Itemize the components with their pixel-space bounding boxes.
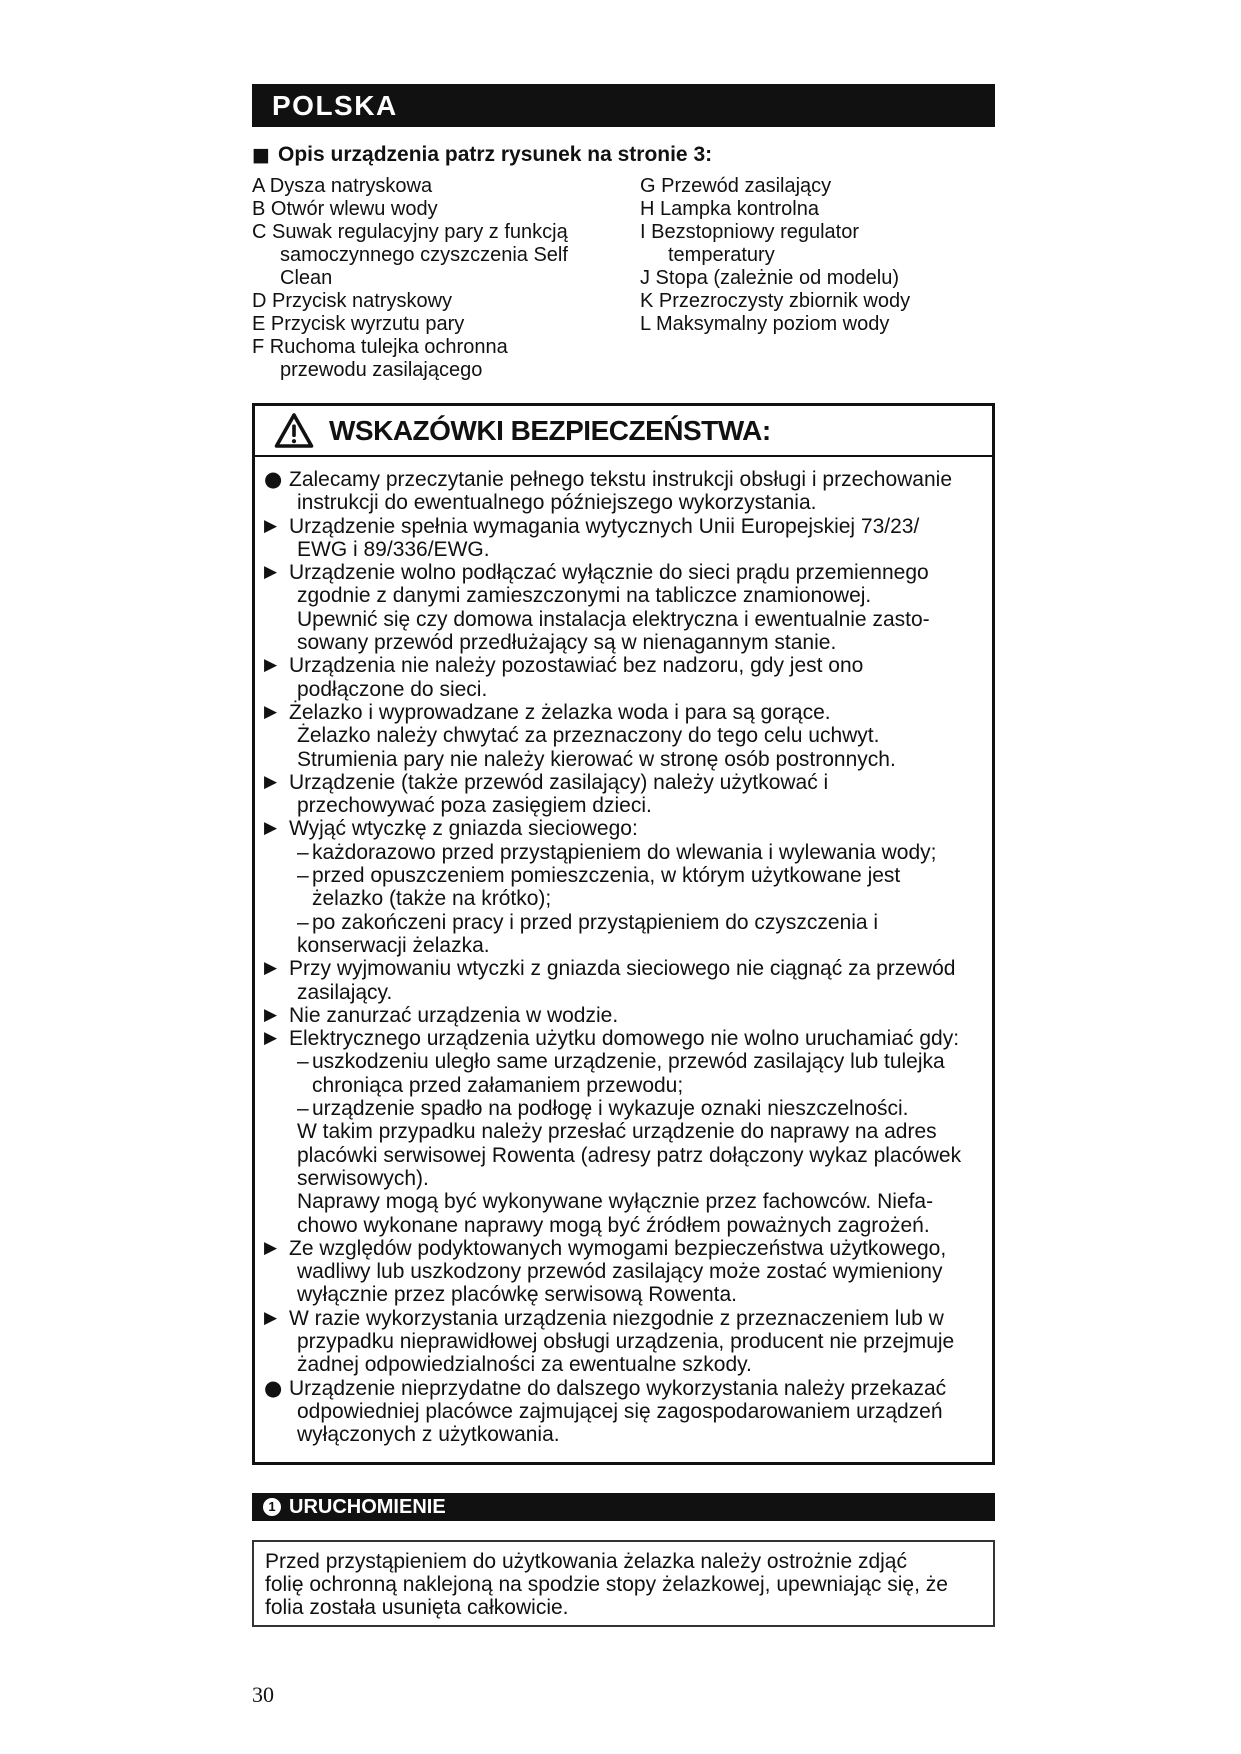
part-item: D Przycisk natryskowy <box>252 290 453 312</box>
safety-line <box>255 1307 992 1330</box>
safety-line <box>255 515 992 538</box>
safety-subline <box>255 1097 992 1120</box>
safety-item <box>255 468 992 515</box>
safety-title: WSKAZÓWKI BEZPIECZEŃSTWA: <box>329 415 771 446</box>
dash-marker: – <box>297 840 309 864</box>
safety-line: placówki serwisowej Rowenta (adresy patrz dołączony wykaz placówek <box>297 1143 962 1167</box>
safety-box <box>252 403 995 1465</box>
arrow-marker: ▶ <box>264 1028 278 1049</box>
safety-text: Urządzenie wolno podłączać wyłącznie do sieci prądu przemiennego <box>289 561 929 585</box>
safety-line <box>255 561 992 584</box>
safety-text: Urządzenie spełnia wymagania wytycznych Unii Europejskiej 73/23/ <box>289 514 920 538</box>
safety-line <box>255 817 992 840</box>
safety-line <box>255 771 992 794</box>
safety-line: podłączone do sieci. <box>297 677 488 701</box>
safety-subline <box>255 841 992 864</box>
safety-line: odpowiedniej placówce zajmującej się zagospodarowaniem urządzeń <box>297 1399 943 1423</box>
dash-marker: – <box>297 1097 309 1121</box>
arrow-marker: ▶ <box>264 1004 278 1025</box>
part-item: G Przewód zasilający <box>640 175 832 197</box>
safety-text: Ze względów podyktowanych wymogami bezpieczeństwa użytkowego, <box>289 1236 947 1260</box>
part-item-continuation: Clean <box>280 267 333 289</box>
page-number: 30 <box>252 1682 274 1707</box>
safety-text: Wyjąć wtyczkę z gniazda sieciowego: <box>289 817 638 841</box>
arrow-marker: ▶ <box>264 1237 278 1258</box>
arrow-marker: ▶ <box>264 1307 278 1328</box>
safety-line: przechowywać poza zasięgiem dzieci. <box>297 794 652 818</box>
part-item: A Dysza natryskowa <box>252 175 433 197</box>
safety-subline <box>255 911 992 934</box>
safety-item <box>255 1027 992 1237</box>
safety-line: wadliwy lub uszkodzony przewód zasilający może zostać wymieniony <box>297 1260 943 1284</box>
safety-item <box>255 771 992 818</box>
section-number-badge: 1 <box>263 1498 281 1516</box>
arrow-marker: ▶ <box>264 701 278 722</box>
startup-section-title: URUCHOMIENIE <box>289 1496 446 1518</box>
safety-line: instrukcji do ewentualnego późniejszego wykorzystania. <box>297 491 817 515</box>
part-item-continuation: samoczynnego czyszczenia Self <box>280 244 568 266</box>
safety-subline <box>255 1050 992 1073</box>
safety-line: EWG i 89/336/EWG. <box>297 537 490 561</box>
startup-note-line: Przed przystąpieniem do użytkowania żelazka należy ostrożnie zdjąć <box>265 1550 907 1573</box>
startup-section-bar <box>252 1493 995 1521</box>
safety-line: sowany przewód przedłużający są w nienagannym stanie. <box>297 631 837 655</box>
safety-line: zgodnie z danymi zamieszczonymi na tabliczce znamionowej. <box>297 584 872 608</box>
safety-subtext: przed opuszczeniem pomieszczenia, w którym użytkowane jest <box>312 864 901 888</box>
safety-item <box>255 1004 992 1027</box>
safety-text: Nie zanurzać urządzenia w wodzie. <box>289 1003 619 1027</box>
language-bar <box>252 84 995 127</box>
arrow-marker: ▶ <box>264 958 278 979</box>
part-item-continuation: temperatury <box>668 244 775 266</box>
safety-line: chowo wykonane naprawy mogą być źródłem poważnych zagrożeń. <box>297 1213 930 1237</box>
warning-icon <box>274 412 314 449</box>
startup-note-line: folię ochronną naklejoną na spodzie stopy żelazkowej, upewniając się, że <box>265 1573 948 1596</box>
description-heading-text: Opis urządzenia patrz rysunek na stronie 3: <box>278 143 713 166</box>
arrow-marker: ▶ <box>264 515 278 536</box>
safety-text: Zalecamy przeczytanie pełnego tekstu instrukcji obsługi i przechowanie <box>289 468 952 491</box>
startup-note-box <box>252 1540 995 1627</box>
safety-line: wyłączonych z użytkowania. <box>297 1423 560 1447</box>
safety-text: Żelazko i wyprowadzane z żelazka woda i para są gorące. <box>289 700 831 724</box>
safety-line <box>255 701 992 724</box>
safety-text: Elektrycznego urządzenia użytku domowego nie wolno uruchamiać gdy: <box>289 1027 960 1051</box>
safety-item <box>255 654 992 701</box>
part-item: B Otwór wlewu wody <box>252 198 438 220</box>
dash-marker: – <box>297 1050 309 1074</box>
arrow-marker: ▶ <box>264 818 278 839</box>
parts-list-left <box>252 175 568 382</box>
safety-line: zasilający. <box>297 980 393 1004</box>
safety-item <box>255 515 992 562</box>
bullet-marker: ● <box>264 1375 283 1400</box>
safety-line: Naprawy mogą być wykonywane wyłącznie przez fachowców. Niefa- <box>297 1190 934 1214</box>
safety-line: przypadku nieprawidłowej obsługi urządzenia, producent nie przejmuje <box>297 1329 955 1353</box>
part-item: K Przezroczysty zbiornik wody <box>640 290 911 312</box>
safety-text: W razie wykorzystania urządzenia niezgodnie z przeznaczeniem lub w <box>289 1306 944 1330</box>
safety-text: Urządzenie nieprzydatne do dalszego wykorzystania należy przekazać <box>289 1376 947 1400</box>
part-item: F Ruchoma tulejka ochronna <box>252 336 508 358</box>
safety-item <box>255 1307 992 1377</box>
startup-note-line: folia została usunięta całkowicie. <box>265 1596 569 1619</box>
safety-subtext: urządzenie spadło na podłogę i wykazuje oznaki nieszczelności. <box>312 1097 909 1121</box>
safety-item <box>255 701 992 771</box>
safety-list <box>255 468 992 1446</box>
bullet-marker: ● <box>264 467 283 491</box>
dash-marker: – <box>297 910 309 934</box>
safety-line: konserwacji żelazka. <box>297 933 490 957</box>
safety-subline: żelazko (także na krótko); <box>312 887 552 911</box>
safety-item <box>255 1377 992 1447</box>
part-item: I Bezstopniowy regulator <box>640 221 860 243</box>
safety-subtext: każdorazowo przed przystąpieniem do wlewania i wylewania wody; <box>312 840 937 864</box>
safety-item <box>255 957 992 1004</box>
part-item: H Lampka kontrolna <box>640 198 819 220</box>
safety-item <box>255 817 992 957</box>
safety-line <box>255 654 992 677</box>
square-bullet-icon: ■ <box>252 144 270 166</box>
part-item: C Suwak regulacyjny pary z funkcją <box>252 221 568 243</box>
safety-line <box>255 1377 992 1400</box>
part-item: L Maksymalny poziom wody <box>640 313 890 335</box>
safety-text: Urządzenia nie należy pozostawiać bez nadzoru, gdy jest ono <box>289 654 864 678</box>
arrow-marker: ▶ <box>264 771 278 792</box>
safety-line: wyłącznie przez placówkę serwisową Rowenta. <box>297 1283 738 1307</box>
safety-subtext: po zakończeni pracy i przed przystąpieniem do czyszczenia i <box>312 910 879 934</box>
safety-item <box>255 561 992 654</box>
part-item: E Przycisk wyrzutu pary <box>252 313 465 335</box>
language-title: POLSKA <box>272 90 398 121</box>
part-item-continuation: przewodu zasilającego <box>280 359 483 381</box>
safety-line: W takim przypadku należy przesłać urządzenie do naprawy na adres <box>297 1120 937 1144</box>
safety-line <box>255 468 992 491</box>
safety-item <box>255 1237 992 1307</box>
description-heading <box>252 143 712 167</box>
safety-header <box>255 406 992 457</box>
safety-line: Upewnić się czy domowa instalacja elektryczna i ewentualnie zasto- <box>297 607 930 631</box>
safety-text: Przy wyjmowaniu wtyczki z gniazda sieciowego nie ciągnąć za przewód <box>289 957 956 981</box>
arrow-marker: ▶ <box>264 562 278 583</box>
safety-line <box>255 1237 992 1260</box>
safety-line: żadnej odpowiedzialności za ewentualne szkody. <box>297 1353 752 1377</box>
safety-text: Urządzenie (także przewód zasilający) należy użytkować i <box>289 770 829 794</box>
safety-line <box>255 1004 992 1027</box>
safety-line: Żelazko należy chwytać za przeznaczony do tego celu uchwyt. <box>297 724 880 748</box>
safety-line: Strumienia pary nie należy kierować w stronę osób postronnych. <box>297 747 896 771</box>
safety-subtext: uszkodzeniu uległo same urządzenie, przewód zasilający lub tulejka <box>312 1050 945 1074</box>
safety-line <box>255 957 992 980</box>
safety-line: serwisowych). <box>297 1166 429 1190</box>
arrow-marker: ▶ <box>264 655 278 676</box>
safety-subline: chroniąca przed załamaniem przewodu; <box>312 1073 684 1097</box>
safety-line <box>255 1027 992 1050</box>
safety-subline <box>255 864 992 887</box>
part-item: J Stopa (zależnie od modelu) <box>640 267 900 289</box>
parts-list-right <box>640 175 910 336</box>
dash-marker: – <box>297 864 309 888</box>
